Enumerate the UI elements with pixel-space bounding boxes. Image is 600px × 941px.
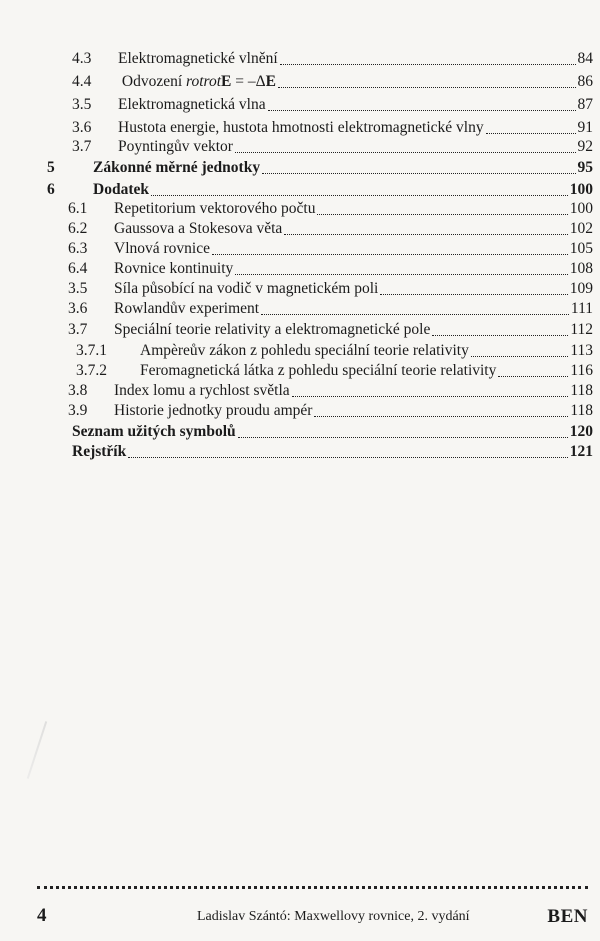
toc-entry-page: 100	[569, 200, 593, 217]
toc-entry[interactable]	[0, 220, 593, 238]
toc-entry-title: Elektromagnetická vlna	[118, 96, 266, 113]
toc-entry-page: 120	[569, 423, 593, 440]
toc-entry[interactable]	[0, 321, 593, 339]
toc-entry-title: Poyntingův vektor	[118, 138, 233, 155]
toc-chapter[interactable]	[0, 423, 593, 441]
toc-entry-title: Rovnice kontinuity	[114, 260, 234, 277]
toc-entry-title: Odvození rotrotE = –ΔE	[118, 73, 276, 90]
toc-entry-title: Index lomu a rychlost světla	[114, 382, 290, 399]
toc-entry[interactable]	[0, 119, 593, 137]
toc-entry-page: 100	[569, 181, 593, 198]
toc-entry-page: 86	[577, 73, 593, 90]
toc-entry-title: Gaussova a Stokesova věta	[114, 220, 283, 237]
toc-entry[interactable]	[0, 402, 593, 420]
dot-leader	[284, 234, 567, 235]
page-number: 4	[37, 905, 47, 926]
toc-entry-number: 6.2	[68, 220, 88, 237]
toc-entry-number: 4.3	[72, 50, 92, 67]
toc-entry[interactable]	[0, 260, 593, 278]
toc-entry[interactable]	[0, 96, 593, 114]
toc-entry-number: 3.7	[72, 138, 92, 155]
toc-entry-page: 112	[570, 321, 593, 338]
toc-entry-title: Rejstřík	[72, 443, 127, 460]
toc-entry-page: 113	[570, 342, 593, 359]
toc-entry-number: 3.5	[72, 96, 92, 113]
toc-entry-title: Historie jednotky proudu ampér	[114, 402, 313, 419]
footer-dotted-rule	[37, 886, 588, 889]
toc-entry-number: 3.6	[72, 119, 92, 136]
dot-leader	[498, 376, 568, 377]
dot-leader	[471, 356, 568, 357]
toc-chapter[interactable]	[0, 159, 593, 177]
pencil-mark	[27, 721, 47, 779]
toc-entry-title: Ampèreův zákon z pohledu speciální teorie relativity	[140, 342, 469, 359]
toc-entry-page: 91	[577, 119, 593, 136]
toc-entry-title: Speciální teorie relativity a elektromagnetické pole	[114, 321, 431, 338]
publisher-logo: BEN	[547, 906, 588, 927]
toc-entry-page: 116	[570, 362, 593, 379]
dot-leader	[380, 294, 567, 295]
toc-entry-number: 6.4	[68, 260, 88, 277]
toc-entry-page: 108	[569, 260, 593, 277]
toc-entry-number: 4.4	[72, 73, 92, 90]
toc-entry-number: 3.7.2	[76, 362, 107, 379]
toc-entry[interactable]	[0, 138, 593, 156]
toc-entry-title: Vlnová rovnice	[114, 240, 210, 257]
dot-leader	[292, 396, 569, 397]
toc-entry-number: 3.8	[68, 382, 88, 399]
dot-leader	[128, 457, 568, 458]
toc-entry-page: 109	[569, 280, 593, 297]
dot-leader	[486, 133, 576, 134]
toc-entry-number: 6	[47, 181, 55, 198]
toc-entry-page: 118	[570, 382, 593, 399]
toc-entry-number: 3.7	[68, 321, 88, 338]
dot-leader	[278, 87, 576, 88]
toc-entry-number: 3.9	[68, 402, 88, 419]
toc-entry[interactable]	[0, 300, 593, 318]
toc-subentry[interactable]	[0, 342, 593, 360]
toc-entry-title: Seznam užitých symbolů	[72, 423, 236, 440]
dot-leader	[238, 437, 568, 438]
toc-entry-title: Repetitorium vektorového počtu	[114, 200, 316, 217]
toc-entry-page: 95	[577, 159, 593, 176]
toc-entry-number: 5	[47, 159, 55, 176]
toc-entry-title: Síla působící na vodič v magnetickém poli	[114, 280, 379, 297]
toc-chapter[interactable]	[0, 181, 593, 199]
toc-entry-title: Feromagnetická látka z pohledu speciální teorie relativity	[140, 362, 497, 379]
toc-entry-page: 111	[570, 300, 593, 317]
toc-subentry[interactable]	[0, 362, 593, 380]
dot-leader	[235, 274, 567, 275]
toc-entry[interactable]	[0, 50, 593, 68]
toc-entry-page: 92	[577, 138, 593, 155]
dot-leader	[432, 335, 568, 336]
toc-entry-number: 6.1	[68, 200, 88, 217]
dot-leader	[261, 314, 569, 315]
toc-entry-page: 118	[570, 402, 593, 419]
dot-leader	[317, 214, 567, 215]
dot-leader	[280, 64, 576, 65]
toc-entry-title: Elektromagnetické vlnění	[118, 50, 278, 67]
toc-entry[interactable]	[0, 280, 593, 298]
toc-entry-title: Hustota energie, hustota hmotnosti elektromagnetické vlny	[118, 119, 484, 136]
toc-entry-page: 84	[577, 50, 593, 67]
toc-entry-page: 102	[569, 220, 593, 237]
toc-entry-page: 87	[577, 96, 593, 113]
footer-citation: Ladislav Szántó: Maxwellovy rovnice, 2. vydání	[197, 909, 470, 924]
dot-leader	[262, 173, 575, 174]
toc-entry-page: 121	[569, 443, 593, 460]
toc-entry[interactable]	[0, 240, 593, 258]
dot-leader	[212, 254, 568, 255]
dot-leader	[268, 110, 576, 111]
toc-entry-title: Zákonné měrné jednotky	[93, 159, 261, 176]
dot-leader	[314, 416, 568, 417]
toc-entry-page: 105	[569, 240, 593, 257]
toc-chapter[interactable]	[0, 443, 593, 461]
toc-entry-title: Dodatek	[93, 181, 149, 198]
toc-entry-number: 3.7.1	[76, 342, 107, 359]
toc-entry-number: 6.3	[68, 240, 88, 257]
dot-leader	[235, 152, 576, 153]
toc-entry[interactable]	[0, 382, 593, 400]
toc-entry-title: Rowlandův experiment	[114, 300, 260, 317]
toc-entry[interactable]	[0, 200, 593, 218]
page-footer	[37, 905, 588, 931]
dot-leader	[151, 195, 568, 196]
toc-entry-number: 3.5	[68, 280, 88, 297]
toc-entry-number: 3.6	[68, 300, 88, 317]
toc-entry[interactable]	[0, 73, 593, 91]
